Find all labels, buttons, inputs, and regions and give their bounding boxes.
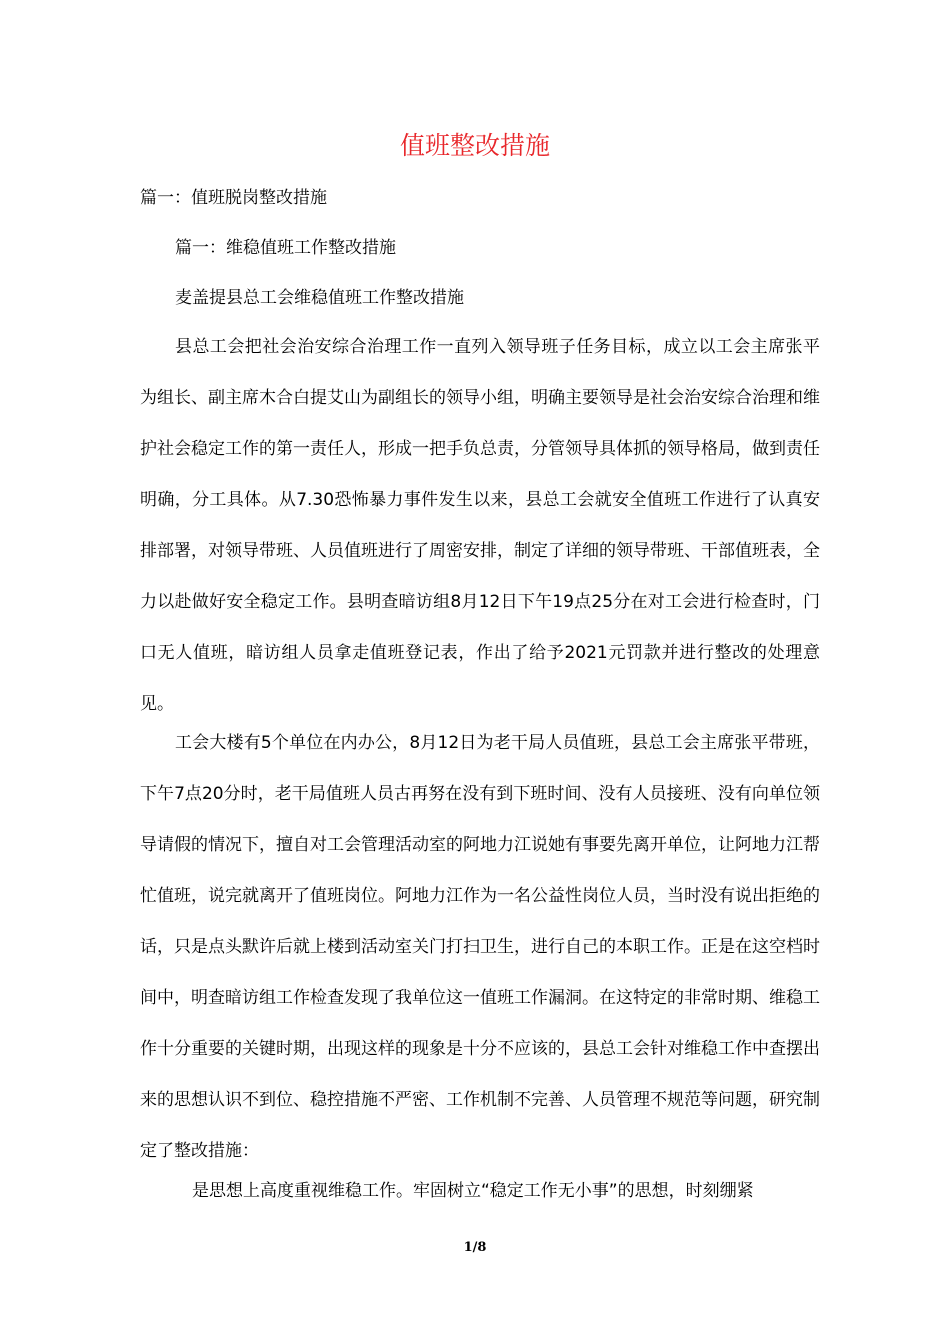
- page-number: 1/8: [463, 1240, 487, 1255]
- body-paragraph: 县总工会把社会治安综合治理工作一直列入领导班子任务目标，成立以工会主席张平为组长、副主席木合白提艾山为副组长的领导小组，明确主要领导是社会治安综合治理和维护社会稳定工作的第一责任人，形成一把手负总责，分管领导具体抓的领导格局，做到责任明确，分工具体。从7.30恐怖暴力事件发生以来，县总工会就安全值班工作进行了认真安排部署，对领导带班、人员值班进行了周密安排，制定了详细的领导带班、干部值班表，全力以赴做好安全稳定工作。县明查暗访组8月12日下午19点25分在对工会进行检查时，门口无人值班，暗访组人员拿走值班登记表，作出了给予2021元罚款并进行整改的处理意见。: [140, 337, 820, 714]
- document-subtitle: 麦盖提县总工会维稳值班工作整改措施: [175, 288, 464, 308]
- subsection-heading: 篇一：维稳值班工作整改措施: [175, 238, 396, 258]
- body-paragraph: 是思想上高度重视维稳工作。牢固树立“稳定工作无小事”的思想，时刻绷紧: [192, 1181, 754, 1201]
- document-title: 值班整改措施: [399, 131, 550, 160]
- body-paragraph: 工会大楼有5个单位在内办公，8月12日为老干局人员值班，县总工会主席张平带班，下午7点20分时，老干局值班人员古再努在没有到下班时间、没有人员接班、没有向单位领导请假的情况下，擅自对工会管理活动室的阿地力江说她有事要先离开单位，让阿地力江帮忙值班，说完就离开了值班岗位。阿地力江作为一名公益性岗位人员，当时没有说出拒绝的话，只是点头默许后就上楼到活动室关门打扫卫生，进行自己的本职工作。正是在这空档时间中，明查暗访组工作检查发现了我单位这一值班工作漏洞。在这特定的非常时期、维稳工作十分重要的关键时期，出现这样的现象是十分不应该的，县总工会针对维稳工作中查摆出来的思想认识不到位、稳控措施不严密、工作机制不完善、人员管理不规范等问题，研究制定了整改措施：: [140, 733, 820, 1161]
- section-heading: 篇一：值班脱岗整改措施: [140, 188, 327, 208]
